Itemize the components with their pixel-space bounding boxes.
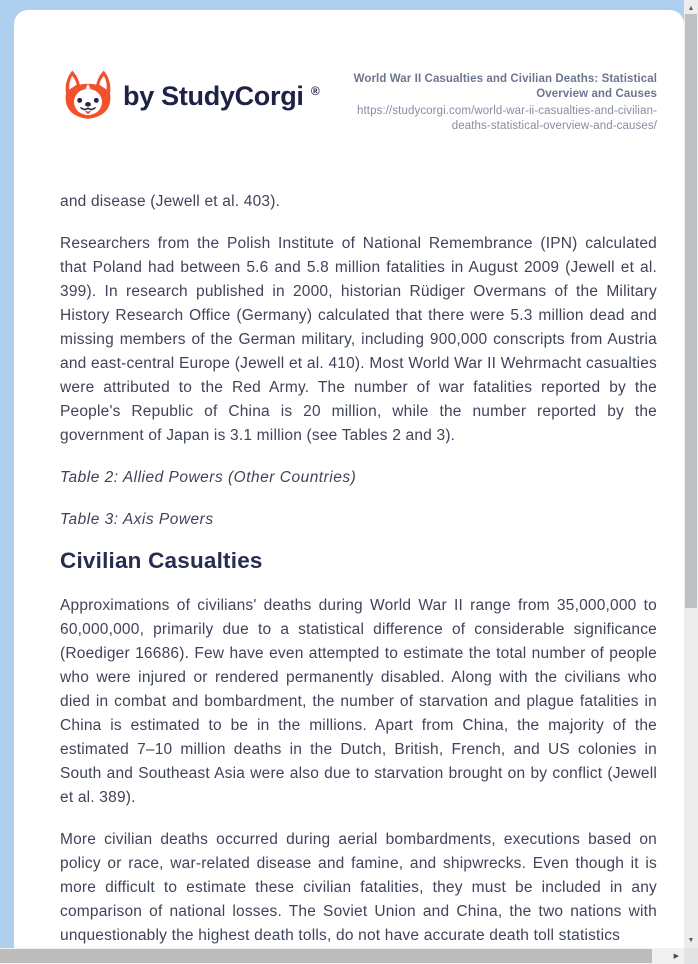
document-header [60,68,657,134]
document-title: World War II Casualties and Civilian Deaths: Statistical Overview and Causes [353,73,657,100]
vertical-scrollbar-thumb[interactable] [685,14,697,608]
brand [60,68,319,124]
scrollbar-corner [684,948,698,964]
scroll-right-arrow-icon[interactable]: ▶ [673,953,679,960]
brand-name [123,81,319,112]
paragraph-civilian-causes: More civilian deaths occurred during aerial bombardments, executions based on policy or race, war-related disease and famine, and shipwrecks. Even though it is more difficult to estimate these civilian fatalities, they must be included in any comparison of national losses. The Soviet Union and China, the two nations with unquestionably the highest death tolls, do not have accurate death toll statistics [60,831,657,944]
paragraph-military-casualties: Researchers from the Polish Institute of National Remembrance (IPN) calculated that Poland had between 5.6 and 5.8 million fatalities in August 2009 (Jewell et al. 399). In research published in 2000, historian Rüdiger Overmans of the Military History Research Office (Germany) calculated that there were 5.3 million dead and missing members of the German military, including 900,000 conscripts from Austria and east-central Europe (Jewell et al. 410). Most World War II Wehrmacht casualties were attributed to the Red Army. The number of war fatalities reported by the People's Republic of China is 20 million, while the number reported by the government of Japan is 3.1 million (see Tables 2 and 3). [60,235,657,444]
studycorgi-corgi-logo-icon [60,68,116,124]
paragraph-civilian-estimates: Approximations of civilians' deaths during World War II range from 35,000,000 to 60,000,000, primarily due to a statistical difference of considerable significance (Roediger 16686). Few have even attempted to estimate the total number of people who were injured or rendered permanently disabled. Along with the civilians who died in combat and bombardment, the number of starvation and plague fatalities in China is estimated to be in the millions. Apart from China, the majority of the estimated 7–10 million deaths in the Dutch, British, French, and US colonies in South and Southeast Asia were also due to starvation brought on by conflict (Jewell et al. 389). [60,597,657,806]
document-card [14,10,684,948]
document-url: https://studycorgi.com/world-war-ii-casualties-and-civilian-deaths-statistical-overview-and-causes/ [357,105,657,132]
document-meta [319,68,657,134]
table2-caption: Table 2: Allied Powers (Other Countries) [60,469,357,486]
table3-caption: Table 3: Axis Powers [60,511,214,528]
scroll-up-arrow-icon[interactable]: ▲ [687,4,695,12]
vertical-scrollbar[interactable] [684,0,698,948]
scroll-down-arrow-icon[interactable]: ▼ [687,936,695,944]
paragraph-intro-fragment: and disease (Jewell et al. 403). [60,193,281,210]
registered-trademark-symbol: ® [310,83,320,98]
section-heading-civilian-casualties: Civilian Casualties [60,548,263,573]
horizontal-scrollbar[interactable] [0,948,684,964]
brand-name-text: by StudyCorgi [123,80,304,111]
horizontal-scrollbar-thumb[interactable] [0,949,652,963]
